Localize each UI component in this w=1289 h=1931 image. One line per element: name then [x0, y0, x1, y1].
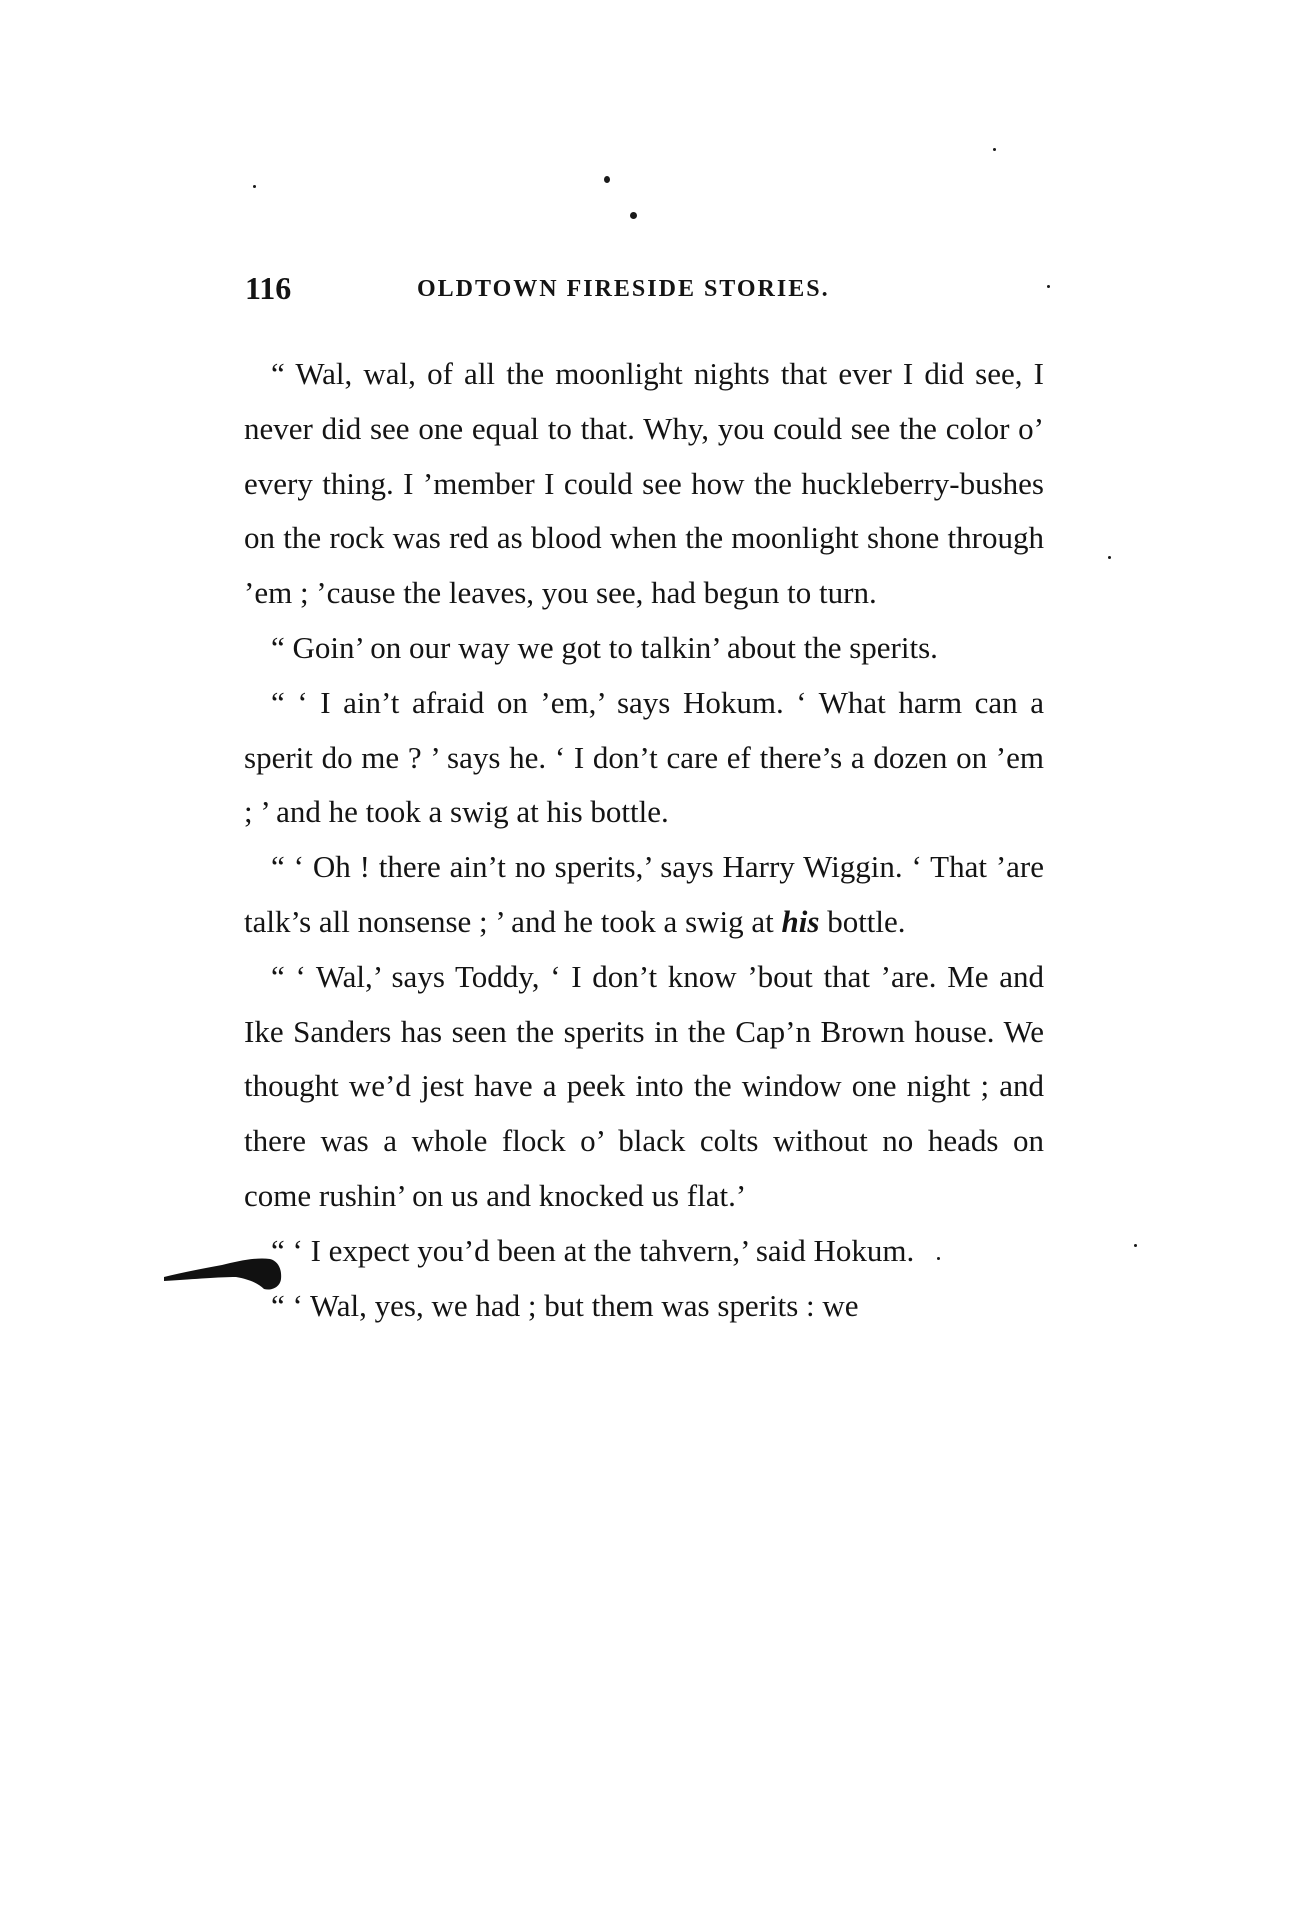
scan-speck	[1108, 556, 1111, 559]
running-title: OLDTOWN FIRESIDE STORIES.	[417, 276, 830, 302]
paragraph-text: “ ‘ Oh ! there ain’t no sperits,’ says Harry Wiggin. ‘ That ’are talk’s all nonsense ; ’ and he took a swig at	[244, 849, 1044, 939]
paragraph: “ ‘ Wal,’ says Toddy, ‘ I don’t know ’bout that ’are. Me and Ike Sanders has seen the sperits in the Cap’n Brown house. We thought we’d jest have a peek into the window one night ; and there was a whole flock o’ black colts without no heads on come rushin’ on us and knocked us flat.’	[244, 958, 1044, 1213]
paragraph: “ ‘ Wal, yes, we had ; but them was sperits : we	[271, 1287, 859, 1323]
paragraph	[244, 840, 1044, 950]
paragraph: “ ‘ I ain’t afraid on ’em,’ says Hokum. ‘ What harm can a sperit do me ? ’ says he. ‘ I don’t care ef there’s a dozen on ’em ; ’ and he took a swig at his bottle.	[244, 684, 1044, 830]
scan-speck	[253, 185, 256, 188]
scan-speck	[604, 176, 610, 183]
paragraph: “ ‘ I expect you’d been at the tahvern,’ said Hokum.	[271, 1232, 915, 1268]
paragraph: “ Wal, wal, of all the moonlight nights that ever I did see, I never did see one equal to that. Why, you could see the color o’ every thing. I ’member I could see how the huckleberry-bushes on the rock was red as blood when the moonlight shone through ’em ; ’cause the leaves, you see, had begun to turn.	[244, 356, 1044, 611]
paragraph: “ Goin’ on our way we got to talkin’ about the sperits.	[271, 629, 938, 665]
scan-speck	[993, 148, 996, 151]
emphasized-word: his	[781, 903, 820, 939]
page-number: 116	[245, 270, 292, 306]
page-header	[245, 270, 1065, 314]
body-text	[244, 347, 1044, 1333]
scan-speck	[630, 212, 637, 219]
scan-speck	[1134, 1244, 1137, 1247]
paragraph-text: bottle.	[819, 903, 906, 939]
